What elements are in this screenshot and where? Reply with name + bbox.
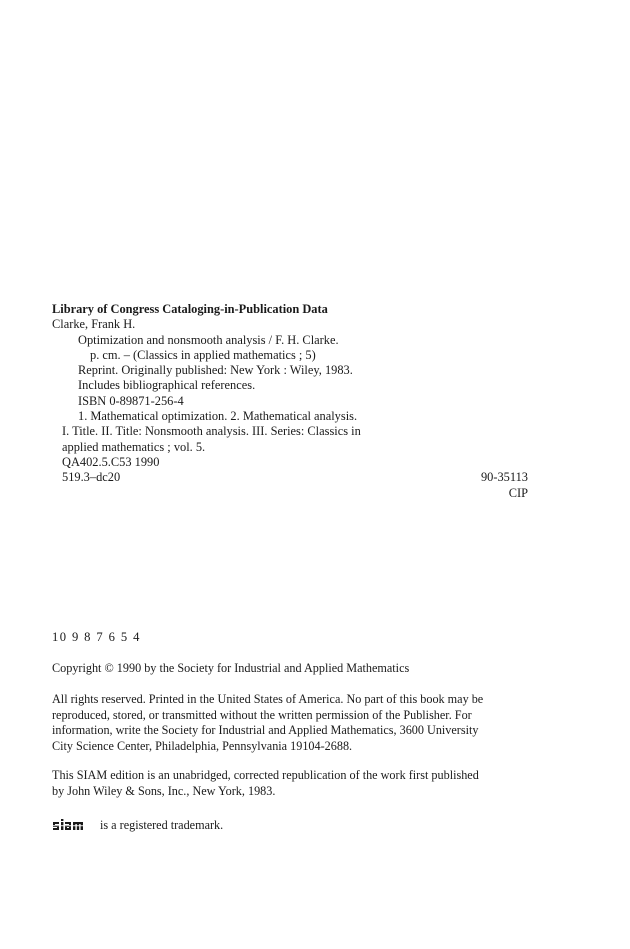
cip-isbn: ISBN 0-89871-256-4: [78, 393, 184, 408]
rights-line: All rights reserved. Printed in the United States of America. No part of this book may be: [52, 692, 484, 706]
cip-block: [52, 302, 528, 501]
cip-label-row: [52, 486, 528, 501]
siam-logo: [52, 818, 96, 831]
cip-heading: Library of Congress Cataloging-in-Publication Data: [52, 302, 328, 316]
rights-line: information, write the Society for Industrial and Applied Mathematics, 3600 University: [52, 723, 479, 738]
cip-reprint: Reprint. Originally published: New York : Wiley, 1983.: [78, 363, 353, 378]
cip-author: Clarke, Frank H.: [52, 317, 136, 332]
cip-added-entries: I. Title. II. Title: Nonsmooth analysis. III. Series: Classics in: [62, 424, 361, 439]
cip-lccn: 90-35113: [480, 470, 528, 485]
edition-line: by John Wiley & Sons, Inc., New York, 1983.: [52, 783, 276, 798]
rights-line: City Science Center, Philadelphia, Pennsylvania 19104-2688.: [52, 738, 353, 753]
edition-paragraph: [52, 768, 532, 799]
cip-dewey: 519.3–dc20: [62, 470, 121, 485]
cip-bibliography: Includes bibliographical references.: [78, 378, 256, 393]
cip-physical: p. cm. – (Classics in applied mathematics ; 5): [90, 347, 316, 362]
trademark-text: is a registered trademark.: [100, 818, 224, 832]
copyright-notice: Copyright © 1990 by the Society for Industrial and Applied Mathematics: [52, 661, 410, 675]
rights-paragraph: [52, 692, 532, 754]
edition-line: This SIAM edition is an unabridged, corrected republication of the work first published: [52, 768, 479, 782]
cip-added-entries-cont: applied mathematics ; vol. 5.: [62, 439, 206, 454]
rights-line: reproduced, stored, or transmitted without the written permission of the Publisher. For: [52, 707, 472, 722]
cip-call-number: QA402.5.C53 1990: [62, 454, 160, 469]
print-line: 10 9 8 7 6 5 4: [52, 630, 141, 644]
cip-title: Optimization and nonsmooth analysis / F. H. Clarke.: [78, 332, 339, 347]
cip-label: CIP: [508, 485, 528, 500]
cip-subjects: 1. Mathematical optimization. 2. Mathematical analysis.: [78, 409, 358, 424]
trademark-notice: [52, 816, 223, 833]
cip-dewey-row: [52, 470, 528, 485]
